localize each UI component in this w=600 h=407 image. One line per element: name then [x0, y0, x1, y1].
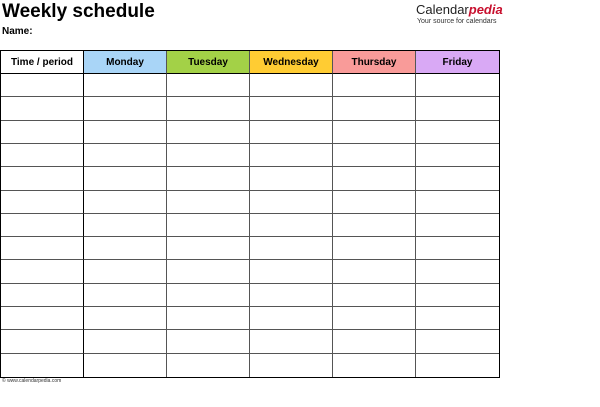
schedule-cell[interactable]: [84, 214, 167, 237]
schedule-cell[interactable]: [84, 191, 167, 214]
schedule-cell[interactable]: [333, 167, 416, 190]
schedule-table: [0, 50, 500, 378]
schedule-cell[interactable]: [416, 121, 499, 144]
schedule-cell[interactable]: [167, 121, 250, 144]
brand-name: [416, 3, 506, 17]
schedule-cell[interactable]: [416, 144, 499, 167]
schedule-cell[interactable]: [167, 144, 250, 167]
schedule-cell[interactable]: [167, 284, 250, 307]
schedule-cell[interactable]: [333, 214, 416, 237]
time-period-cell[interactable]: [1, 97, 84, 120]
column-header-thursday: Thursday: [333, 51, 416, 74]
schedule-cell[interactable]: [416, 167, 499, 190]
schedule-cell[interactable]: [333, 191, 416, 214]
time-period-cell[interactable]: [1, 144, 84, 167]
schedule-cell[interactable]: [167, 167, 250, 190]
column-header-wednesday: Wednesday: [250, 51, 333, 74]
schedule-cell[interactable]: [84, 167, 167, 190]
schedule-cell[interactable]: [167, 214, 250, 237]
time-period-cell[interactable]: [1, 307, 84, 330]
time-period-cell[interactable]: [1, 121, 84, 144]
schedule-cell[interactable]: [84, 97, 167, 120]
schedule-cell[interactable]: [416, 307, 499, 330]
brand-name-accent: pedia: [468, 2, 503, 17]
schedule-cell[interactable]: [84, 330, 167, 353]
schedule-cell[interactable]: [84, 307, 167, 330]
name-label: Name:: [2, 26, 33, 37]
schedule-cell[interactable]: [416, 237, 499, 260]
schedule-cell[interactable]: [416, 74, 499, 97]
schedule-cell[interactable]: [84, 354, 167, 377]
schedule-cell[interactable]: [333, 307, 416, 330]
schedule-cell[interactable]: [84, 144, 167, 167]
brand-name-plain: Calendar: [416, 2, 469, 17]
column-header-monday: Monday: [84, 51, 167, 74]
schedule-cell[interactable]: [167, 330, 250, 353]
footer-url[interactable]: © www.calendarpedia.com: [2, 378, 62, 384]
time-period-cell[interactable]: [1, 354, 84, 377]
schedule-cell[interactable]: [84, 260, 167, 283]
schedule-cell[interactable]: [250, 97, 333, 120]
schedule-cell[interactable]: [333, 284, 416, 307]
column-header-time-period: Time / period: [1, 51, 84, 74]
schedule-cell[interactable]: [416, 97, 499, 120]
schedule-cell[interactable]: [250, 121, 333, 144]
schedule-cell[interactable]: [250, 284, 333, 307]
schedule-cell[interactable]: [250, 354, 333, 377]
schedule-cell[interactable]: [333, 74, 416, 97]
schedule-cell[interactable]: [250, 307, 333, 330]
time-period-cell[interactable]: [1, 74, 84, 97]
column-header-tuesday: Tuesday: [167, 51, 250, 74]
schedule-cell[interactable]: [84, 121, 167, 144]
schedule-cell[interactable]: [250, 260, 333, 283]
schedule-cell[interactable]: [333, 144, 416, 167]
schedule-cell[interactable]: [333, 237, 416, 260]
schedule-cell[interactable]: [250, 330, 333, 353]
schedule-cell[interactable]: [416, 354, 499, 377]
schedule-cell[interactable]: [84, 237, 167, 260]
schedule-cell[interactable]: [416, 330, 499, 353]
column-header-friday: Friday: [416, 51, 499, 74]
schedule-cell[interactable]: [167, 237, 250, 260]
time-period-cell[interactable]: [1, 191, 84, 214]
schedule-cell[interactable]: [250, 237, 333, 260]
schedule-cell[interactable]: [167, 74, 250, 97]
time-period-cell[interactable]: [1, 237, 84, 260]
schedule-cell[interactable]: [250, 167, 333, 190]
brand-tagline: Your source for calendars: [417, 18, 497, 25]
schedule-cell[interactable]: [250, 214, 333, 237]
schedule-cell[interactable]: [250, 144, 333, 167]
schedule-cell[interactable]: [167, 260, 250, 283]
schedule-cell[interactable]: [250, 74, 333, 97]
time-period-cell[interactable]: [1, 167, 84, 190]
schedule-cell[interactable]: [416, 214, 499, 237]
schedule-cell[interactable]: [84, 284, 167, 307]
schedule-cell[interactable]: [167, 191, 250, 214]
schedule-cell[interactable]: [333, 121, 416, 144]
time-period-cell[interactable]: [1, 260, 84, 283]
schedule-cell[interactable]: [250, 191, 333, 214]
schedule-cell[interactable]: [416, 191, 499, 214]
schedule-cell[interactable]: [416, 284, 499, 307]
schedule-cell[interactable]: [167, 97, 250, 120]
schedule-cell[interactable]: [167, 354, 250, 377]
page-title: Weekly schedule: [2, 1, 155, 22]
time-period-cell[interactable]: [1, 284, 84, 307]
time-period-cell[interactable]: [1, 214, 84, 237]
schedule-cell[interactable]: [416, 260, 499, 283]
schedule-cell[interactable]: [333, 97, 416, 120]
schedule-cell[interactable]: [167, 307, 250, 330]
schedule-cell[interactable]: [333, 260, 416, 283]
time-period-cell[interactable]: [1, 330, 84, 353]
brand-logo: [416, 3, 506, 26]
schedule-cell[interactable]: [333, 354, 416, 377]
schedule-cell[interactable]: [333, 330, 416, 353]
schedule-cell[interactable]: [84, 74, 167, 97]
